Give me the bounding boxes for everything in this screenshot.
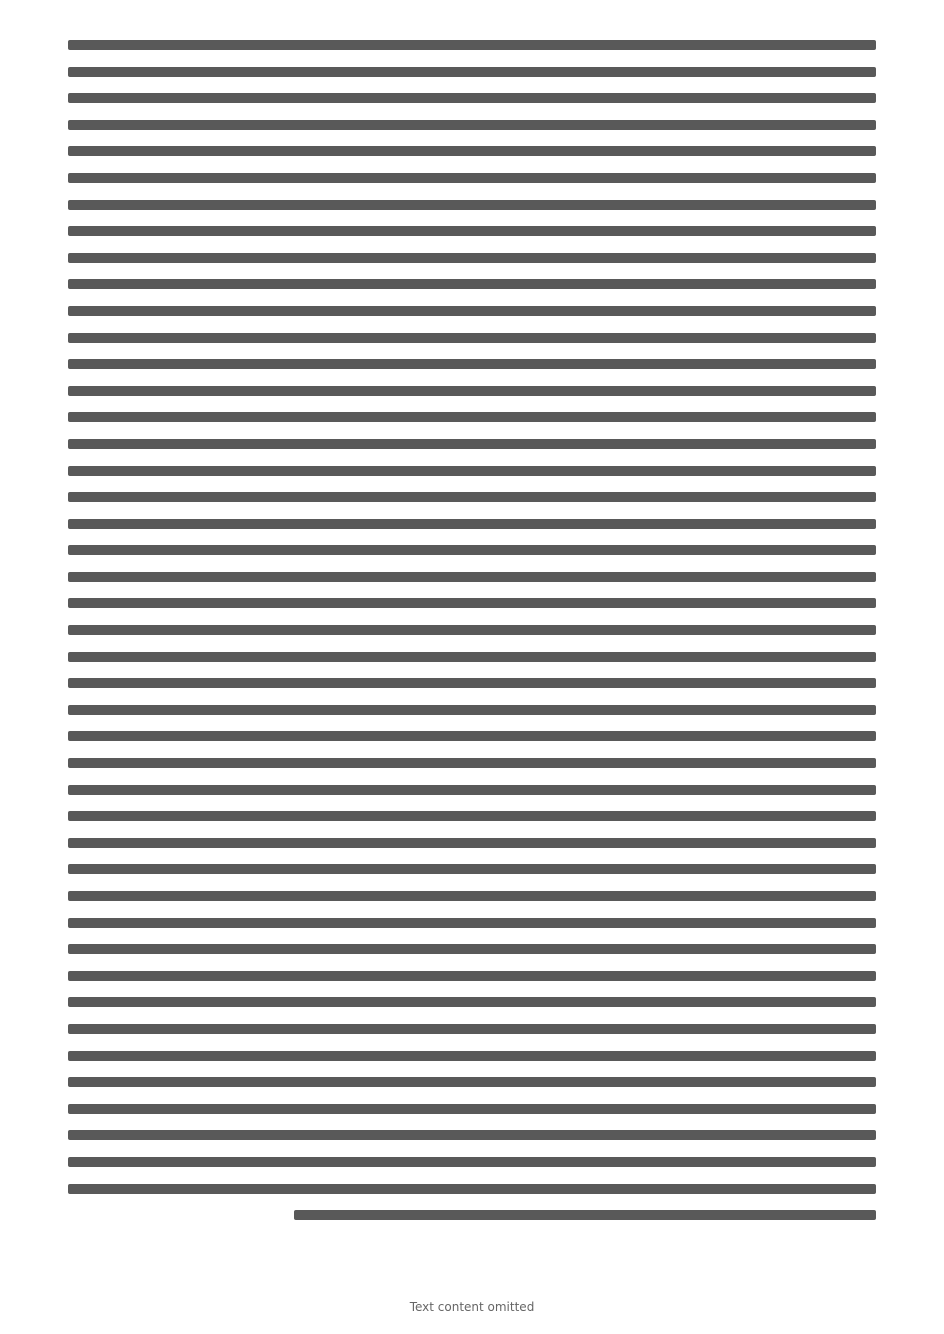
text-line — [68, 386, 876, 396]
text-line — [68, 333, 876, 343]
text-line — [68, 572, 876, 582]
text-line — [68, 891, 876, 901]
text-line — [68, 1130, 876, 1140]
text-line — [68, 944, 876, 954]
text-line — [68, 598, 876, 608]
text-line — [68, 1184, 876, 1194]
text-line — [68, 918, 876, 928]
text-line — [68, 678, 876, 688]
text-line — [68, 40, 876, 50]
text-line — [68, 412, 876, 422]
text-line — [68, 253, 876, 263]
text-line — [68, 1157, 876, 1167]
text-line — [68, 811, 876, 821]
text-line — [68, 758, 876, 768]
text-line — [68, 120, 876, 130]
text-line — [68, 838, 876, 848]
text-line — [68, 93, 876, 103]
document-body — [68, 40, 876, 1254]
text-line — [68, 200, 876, 210]
omission-notice: Text content omitted — [409, 1300, 535, 1314]
text-line — [68, 492, 876, 502]
text-line — [68, 519, 876, 529]
text-line — [68, 997, 876, 1007]
text-line — [68, 279, 876, 289]
text-line — [68, 439, 876, 449]
text-line — [68, 545, 876, 555]
text-line — [68, 1024, 876, 1034]
text-line — [68, 1104, 876, 1114]
text-line — [68, 226, 876, 236]
text-line — [68, 652, 876, 662]
text-line — [68, 705, 876, 715]
text-line — [68, 1051, 876, 1061]
text-line — [68, 785, 876, 795]
text-line — [68, 971, 876, 981]
text-line — [68, 173, 876, 183]
text-line — [68, 466, 876, 476]
text-line — [68, 67, 876, 77]
text-line — [68, 146, 876, 156]
text-line — [68, 864, 876, 874]
text-line — [68, 731, 876, 741]
text-line — [294, 1210, 876, 1220]
text-line — [68, 359, 876, 369]
text-line — [68, 306, 876, 316]
text-line — [68, 1077, 876, 1087]
text-line — [68, 625, 876, 635]
